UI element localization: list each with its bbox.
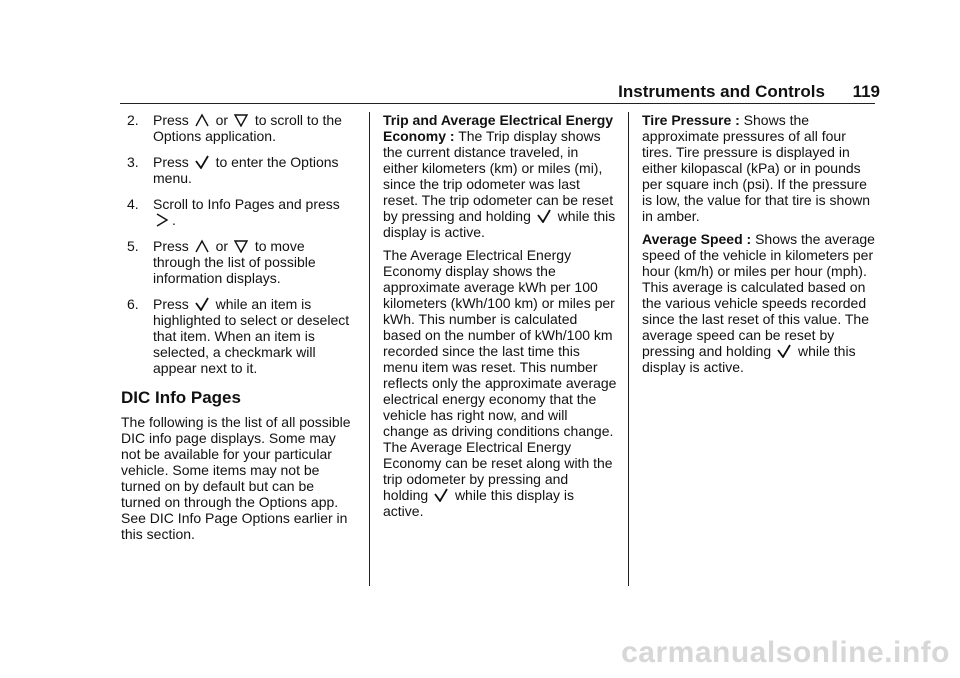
average-speed-paragraph: Average Speed : Shows the average speed of the vehicle in kilometers per hour (km/h) or miles per hour (mph). This average is calculated based on the various vehicle speeds recorded since the last reset of this value. The average speed can be reset by pressing and holding while this display is active.	[642, 231, 875, 375]
thumbwheel-down-icon	[234, 239, 248, 253]
header-rule	[120, 103, 875, 104]
page-header	[0, 80, 960, 104]
section-title: Instruments and Controls	[618, 82, 825, 101]
column-left	[121, 112, 355, 549]
tire-pressure-paragraph: Tire Pressure : Shows the approximate pressures of all four tires. Tire pressure is displayed in either kilopascal (kPa) or in pounds per square inch (psi). If the pressure is low, the value for that tire is shown in amber.	[642, 112, 870, 224]
right-arrow-icon	[155, 213, 169, 227]
watermark: carmanualsonline.info	[621, 636, 950, 669]
checkmark-select-icon	[777, 344, 791, 358]
column-divider	[369, 112, 370, 586]
thumbwheel-down-icon	[234, 113, 248, 127]
checkmark-select-icon	[195, 297, 209, 311]
column-middle	[383, 112, 617, 526]
checkmark-select-icon	[195, 155, 209, 169]
intro-paragraph: The following is the list of all possible DIC info page displays. Some may not be available for your particular vehicle. Some items may not be turned on by default but can be turned on through the Options app. See DIC Info Page Options earlier in this section.	[121, 414, 351, 542]
thumbwheel-up-icon	[195, 113, 209, 127]
trip-energy-paragraph: Trip and Average Electrical Energy Economy : The Trip display shows the current distance traveled, in either kilometers (km) or miles (mi), since the trip odometer was last reset. The trip odometer can be reset by pressing and holding while this display is active.	[383, 112, 616, 240]
column-right	[642, 112, 876, 382]
step-3: 3. Press to enter the Options menu.	[127, 154, 339, 186]
step-6: 6. Press while an item is highlighted to select or deselect that item. When an item is selected, a checkmark will appear next to it.	[127, 296, 350, 376]
page-number: 119	[852, 82, 880, 101]
step-4: 4. Scroll to Info Pages and press .	[127, 196, 340, 228]
checkmark-select-icon	[537, 209, 551, 223]
section-heading: DIC Info Pages	[121, 388, 241, 407]
thumbwheel-up-icon	[195, 239, 209, 253]
tire-pressure-term: Tire Pressure :	[642, 112, 740, 128]
average-speed-term: Average Speed :	[642, 231, 752, 247]
step-2: 2. Press or to scroll to the Options application.	[127, 112, 342, 144]
step-5: 5. Press or to move through the list of possible information displays.	[127, 238, 316, 286]
trip-energy-term: Trip and Average Electrical Energy Economy :	[383, 112, 614, 144]
average-energy-paragraph: The Average Electrical Energy Economy display shows the approximate average kWh per 100 kilometers (kWh/100 km) or miles per kWh. This number is calculated based on the number of kWh/100 km recorded since the last time this menu item was reset. This number reflects only the approximate average electrical energy economy that the vehicle has right now, and will change as driving conditions change. The Average Electrical Energy Economy can be reset along with the trip odometer by pressing and holding while this display is active.	[383, 247, 617, 519]
checkmark-select-icon	[434, 488, 448, 502]
column-divider	[628, 112, 629, 586]
